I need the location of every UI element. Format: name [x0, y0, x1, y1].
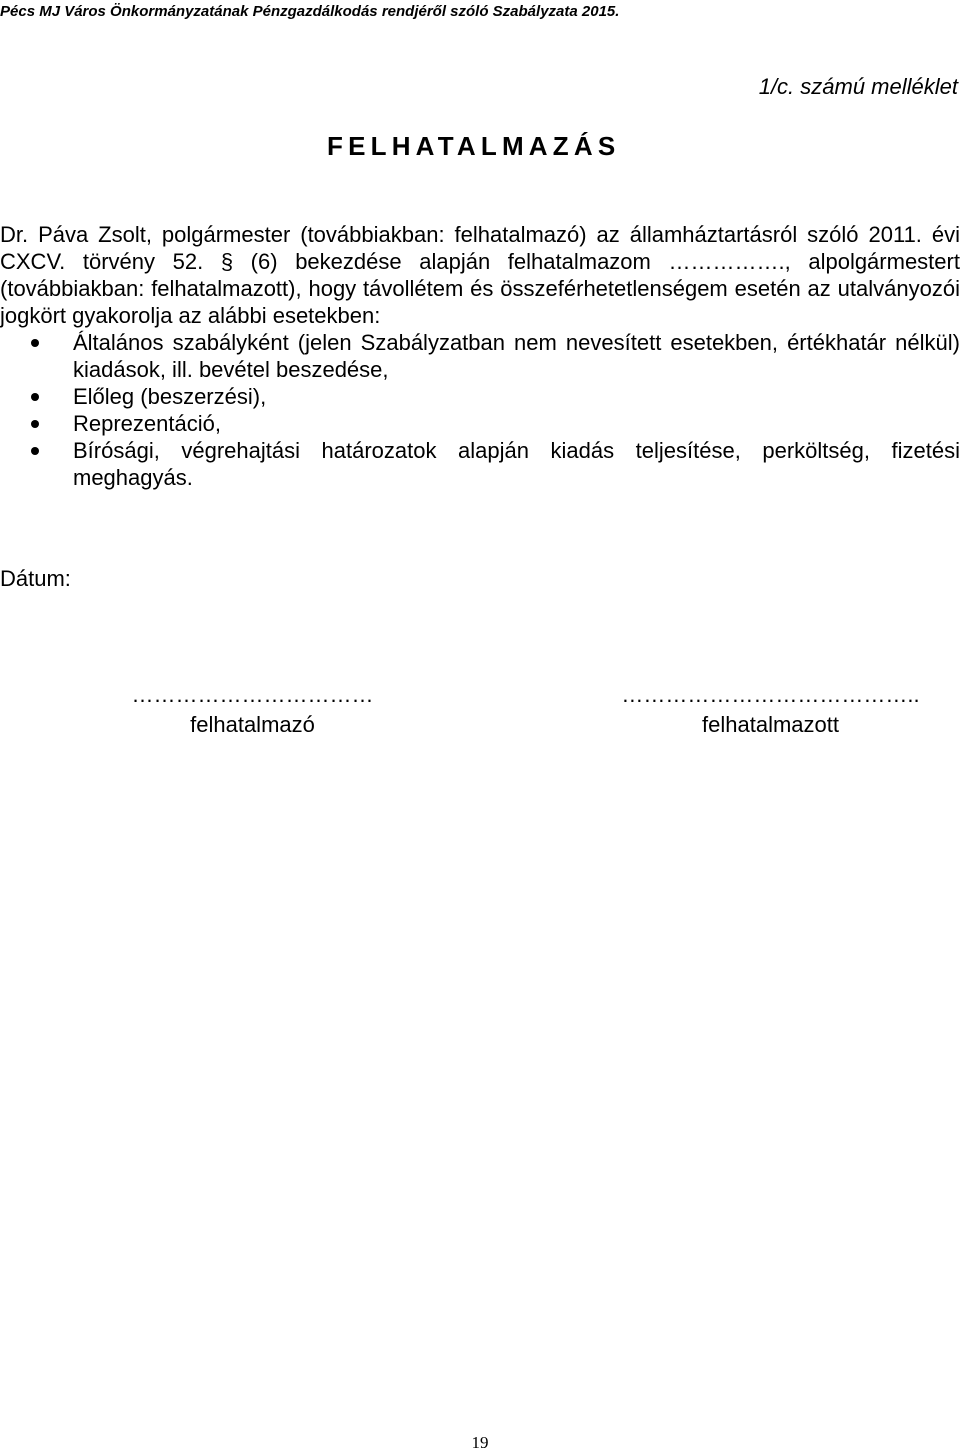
- case-list: [0, 329, 960, 491]
- bullet-icon: [31, 447, 39, 455]
- running-header: Pécs MJ Város Önkormányzatának Pénzgazdálkodás rendjéről szóló Szabályzata 2015.: [0, 3, 620, 20]
- document-title: FELHATALMAZÁS: [327, 131, 621, 161]
- bullet-icon: [31, 393, 39, 401]
- list-item-text: Általános szabályként (jelen Szabályzatban nem nevesített esetekben, értékhatár nélkül) kiadások, ill. bevétel beszedése,: [73, 330, 960, 382]
- signature-label: felhatalmazó: [190, 712, 315, 737]
- page-number: 19: [471, 1433, 489, 1452]
- list-item-text: Reprezentáció,: [73, 411, 221, 436]
- list-item-text: Előleg (beszerzési),: [73, 384, 267, 409]
- list-item: [0, 383, 960, 410]
- list-item: [0, 437, 960, 491]
- bullet-icon: [31, 420, 39, 428]
- intro-line-2: 2011. évi CXCV. törvény 52. § (6) bekezdése alapján felhatalmazom …………….,: [0, 222, 960, 274]
- intro-line-1: Dr. Páva Zsolt, polgármester (továbbiakban: felhatalmazó) az államháztartásról szóló: [0, 222, 859, 247]
- bullet-icon: [31, 339, 39, 347]
- signature-line: ……………………………: [131, 682, 374, 707]
- annex-label: 1/c. számú melléklet: [758, 74, 958, 99]
- intro-paragraph: [0, 221, 960, 329]
- intro-line-3: alpolgármestert (továbbiakban: felhatalmazott), hogy távollétem és: [0, 249, 960, 301]
- signature-felhatalmazo: [90, 680, 415, 740]
- date-label: Dátum:: [0, 566, 71, 591]
- list-item-text: Bírósági, végrehajtási határozatok alapján kiadás teljesítése, perköltség, fizetési meghagyás.: [73, 438, 960, 490]
- signature-felhatalmazott: [583, 680, 960, 740]
- signature-line: …………………………………..: [621, 682, 920, 707]
- document-body: [0, 221, 960, 491]
- list-item: [0, 329, 960, 383]
- intro-line-4: összeférhetetlenségem esetén az utalványozói jogkört gyakorolja az alábbi esetekben:: [0, 276, 960, 328]
- signature-label: felhatalmazott: [702, 712, 839, 737]
- list-item: [0, 410, 960, 437]
